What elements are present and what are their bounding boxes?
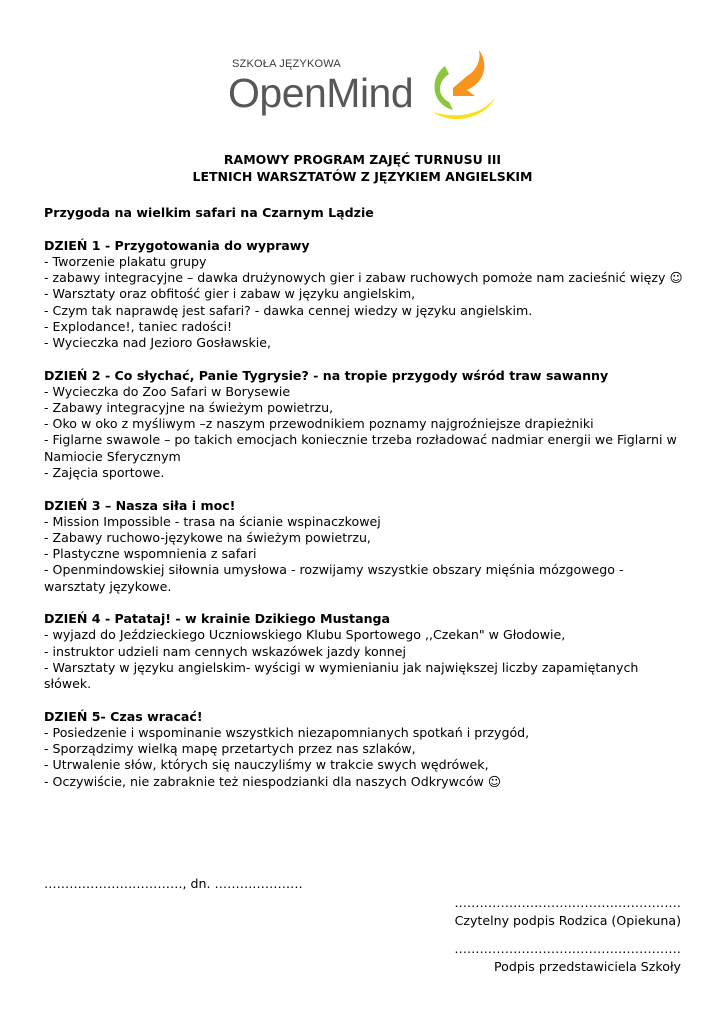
list-item: - Oko w oko z myśliwym –z naszym przewodnikiem poznamy najgroźniejsze drapieżniki — [44, 416, 594, 432]
title-line-2: LETNICH WARSZTATÓW Z JĘZYKIEM ANGIELSKIM — [192, 169, 533, 184]
list-item: - Figlarne swawole – po takich emocjach koniecznie trzeba rozładować nadmiar energii we Figlarni w Namiocie Sferycznym — [44, 432, 677, 464]
list-item: - Zabawy ruchowo-językowe na świeżym powietrzu, — [44, 529, 371, 545]
logo-swirl-icon — [423, 46, 503, 126]
list-item: - Utrwalenie słów, których się nauczyliśmy w trakcie swych wędrówek, — [44, 757, 489, 773]
program-content — [44, 205, 684, 790]
list-item: - Wycieczka do Zoo Safari w Borysewie — [44, 383, 291, 399]
day-1-title: DZIEŃ 1 - Przygotowania do wyprawy — [44, 237, 310, 253]
day-4-section — [44, 611, 684, 692]
place-date-field: ……………………………, dn. ………………… — [44, 876, 303, 891]
logo-small-text: SZKOŁA JĘZYKOWA — [232, 58, 341, 70]
list-item: - Czym tak naprawdę jest safari? - dawka cennej wiedzy w języku angielskim. — [44, 302, 533, 318]
day-5-section — [44, 709, 684, 790]
list-item: - Posiedzenie i wspominanie wszystkich niezapomnianych spotkań i przygód, — [44, 724, 530, 740]
list-item: - Zajęcia sportowe. — [44, 464, 165, 480]
logo-main-text: OpenMind — [228, 70, 414, 116]
list-item: - Warsztaty w języku angielskim- wyścigi w wymienianiu jak największej liczby zapamiętanych słówek. — [44, 659, 639, 692]
school-signature-line: ……………………………………………… — [454, 941, 681, 956]
day-1-section — [44, 238, 684, 351]
school-signature-label: Podpis przedstawiciela Szkoły — [493, 959, 681, 974]
parent-signature-block — [454, 894, 681, 930]
parent-signature-line: ……………………………………………… — [454, 895, 681, 910]
list-item: - Plastyczne wspomnienia z safari — [44, 546, 257, 562]
logo — [228, 46, 503, 126]
list-item: - Zabawy integracyjne na świeżym powietrzu, — [44, 400, 334, 416]
day-3-section — [44, 498, 684, 595]
list-item: - Sporządzimy wielką mapę przetartych przez nas szlaków, — [44, 741, 416, 757]
list-item: - Explodance!, taniec radości! — [44, 318, 233, 334]
list-item: - Warsztaty oraz obfitość gier i zabaw w języku angielskim, — [44, 286, 416, 302]
list-item: - Openmindowskiej siłownia umysłowa - rozwijamy wszystkie obszary mięśnia mózgowego - warsztaty językowe. — [44, 562, 624, 594]
title-line-1: RAMOWY PROGRAM ZAJĘĆ TURNUSU III — [223, 152, 502, 167]
program-subtitle: Przygoda na wielkim safari na Czarnym Lądzie — [44, 205, 374, 220]
list-item: - wyjazd do Jeździeckiego Uczniowskiego Klubu Sportowego ,,Czekan" w Głodowie, — [44, 627, 566, 643]
document-title — [0, 151, 725, 185]
list-item: - Oczywiście, nie zabraknie też niespodzianki dla naszych Odkrywców ☺ — [44, 773, 501, 789]
list-item: - Tworzenie plakatu grupy — [44, 253, 207, 269]
parent-signature-label: Czytelny podpis Rodzica (Opiekuna) — [454, 913, 681, 928]
list-item: - instruktor udzieli nam cennych wskazówek jazdy konnej — [44, 643, 406, 659]
list-item: - zabawy integracyjne – dawka drużynowych gier i zabaw ruchowych pomoże nam zacieśnić więzy ☺ — [44, 270, 683, 286]
day-2-title: DZIEŃ 2 - Co słychać, Panie Tygrysie? - na tropie przygody wśród traw sawanny — [44, 367, 609, 383]
day-5-title: DZIEŃ 5- Czas wracać! — [44, 708, 203, 724]
day-3-title: DZIEŃ 3 – Nasza siła i moc! — [44, 497, 236, 513]
day-2-section — [44, 368, 684, 481]
school-signature-block — [454, 940, 681, 976]
list-item: - Wycieczka nad Jezioro Gosławskie, — [44, 334, 272, 350]
list-item: - Mission Impossible - trasa na ścianie wspinaczkowej — [44, 513, 381, 529]
day-4-title: DZIEŃ 4 - Patataj! - w krainie Dzikiego Mustanga — [44, 611, 391, 627]
